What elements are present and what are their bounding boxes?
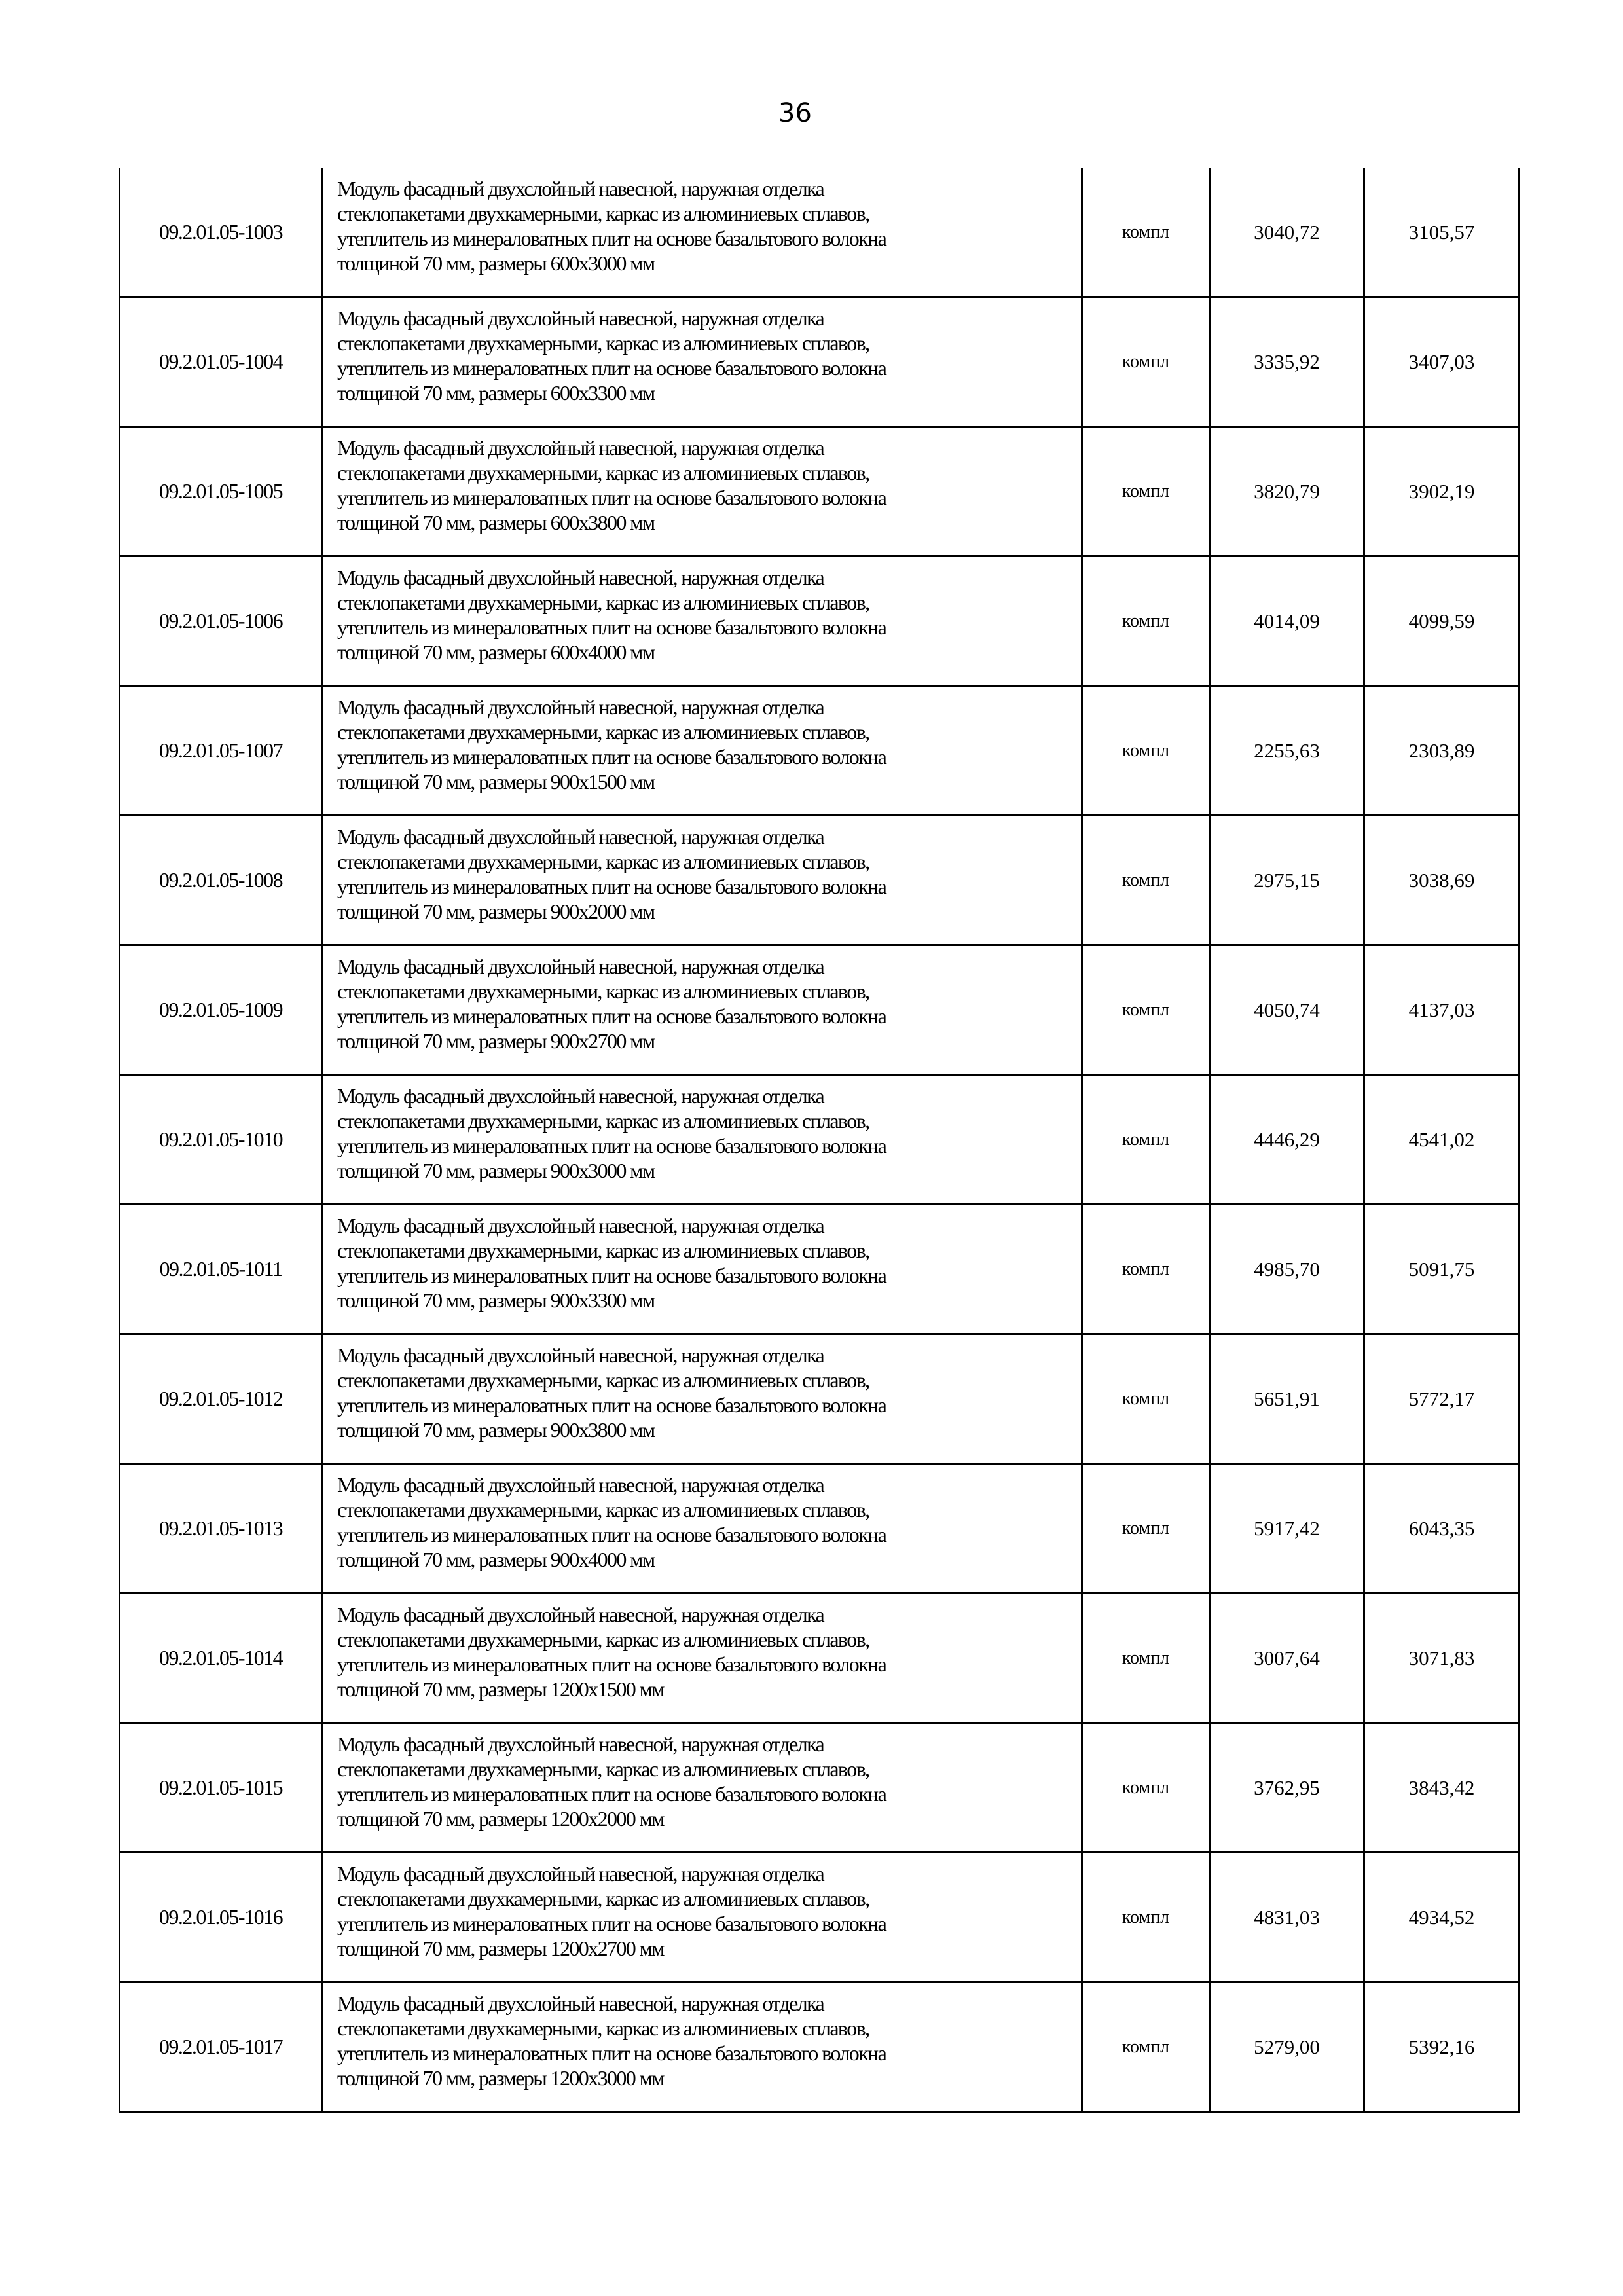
description-line: толщиной 70 мм, размеры 900х3800 мм [337,1418,655,1442]
table-row [120,1334,1520,1464]
description-line: толщиной 70 мм, размеры 1200х2000 мм [337,1807,664,1831]
description-line: стеклопакетами двухкамерными, каркас из алюминиевых сплавов, [337,2016,869,2040]
item-unit: компл [1082,686,1210,816]
price-2: 5091,75 [1364,1205,1520,1334]
item-unit: компл [1082,945,1210,1075]
description-line: утеплитель из минераловатных плит на основе базальтового волокна [337,745,886,769]
price-2: 4541,02 [1364,1075,1520,1205]
description-line: толщиной 70 мм, размеры 600х4000 мм [337,640,655,664]
price-1: 3007,64 [1210,1594,1364,1723]
item-code: 09.2.01.05-1007 [120,686,322,816]
price-1: 3762,95 [1210,1723,1364,1853]
description-line: утеплитель из минераловатных плит на основе базальтового волокна [337,1652,886,1676]
item-unit: компл [1082,297,1210,427]
item-description [322,1594,1082,1723]
item-unit: компл [1082,427,1210,556]
item-description [322,297,1082,427]
price-1: 3820,79 [1210,427,1364,556]
description-line: Модуль фасадный двухслойный навесной, наружная отделка [337,1862,824,1886]
item-description [322,1075,1082,1205]
description-line: Модуль фасадный двухслойный навесной, наружная отделка [337,695,824,719]
table-row [120,1594,1520,1723]
item-code: 09.2.01.05-1009 [120,945,322,1075]
item-code: 09.2.01.05-1015 [120,1723,322,1853]
price-1: 5279,00 [1210,1982,1364,2112]
item-unit: компл [1082,1982,1210,2112]
table-row [120,1205,1520,1334]
description-line: утеплитель из минераловатных плит на основе базальтового волокна [337,486,886,509]
item-unit: компл [1082,816,1210,945]
description-line: стеклопакетами двухкамерными, каркас из алюминиевых сплавов, [337,850,869,873]
price-2: 3071,83 [1364,1594,1520,1723]
table-row [120,1464,1520,1594]
description-line: утеплитель из минераловатных плит на основе базальтового волокна [337,615,886,639]
item-unit: компл [1082,1594,1210,1723]
description-line: Модуль фасадный двухслойный навесной, наружная отделка [337,1084,824,1108]
description-line: стеклопакетами двухкамерными, каркас из алюминиевых сплавов, [337,1628,869,1651]
price-2: 3902,19 [1364,427,1520,556]
price-1: 4985,70 [1210,1205,1364,1334]
table-row [120,1982,1520,2112]
item-description [322,556,1082,686]
price-2: 3407,03 [1364,297,1520,427]
item-unit: компл [1082,1853,1210,1982]
description-line: стеклопакетами двухкамерными, каркас из алюминиевых сплавов, [337,720,869,744]
description-line: утеплитель из минераловатных плит на основе базальтового волокна [337,1912,886,1935]
price-2: 3105,57 [1364,168,1520,297]
description-line: стеклопакетами двухкамерными, каркас из алюминиевых сплавов, [337,1109,869,1133]
item-unit: компл [1082,1464,1210,1594]
price-2: 5392,16 [1364,1982,1520,2112]
description-line: стеклопакетами двухкамерными, каркас из алюминиевых сплавов, [337,331,869,355]
price-2: 4099,59 [1364,556,1520,686]
item-code: 09.2.01.05-1004 [120,297,322,427]
item-description [322,816,1082,945]
description-line: Модуль фасадный двухслойный навесной, наружная отделка [337,566,824,589]
price-1: 2255,63 [1210,686,1364,816]
description-line: толщиной 70 мм, размеры 900х4000 мм [337,1548,655,1571]
description-line: Модуль фасадный двухслойный навесной, наружная отделка [337,1603,824,1626]
description-line: толщиной 70 мм, размеры 900х2000 мм [337,900,655,923]
price-1: 3335,92 [1210,297,1364,427]
item-code: 09.2.01.05-1016 [120,1853,322,1982]
description-line: Модуль фасадный двухслойный навесной, наружная отделка [337,825,824,848]
description-line: стеклопакетами двухкамерными, каркас из алюминиевых сплавов, [337,1757,869,1781]
item-description [322,427,1082,556]
description-line: Модуль фасадный двухслойный навесной, наружная отделка [337,1473,824,1497]
table-row [120,686,1520,816]
table-row [120,816,1520,945]
price-2: 3843,42 [1364,1723,1520,1853]
price-1: 5651,91 [1210,1334,1364,1464]
description-line: Модуль фасадный двухслойный навесной, наружная отделка [337,1214,824,1237]
description-line: утеплитель из минераловатных плит на основе базальтового волокна [337,1004,886,1028]
description-line: Модуль фасадный двухслойный навесной, наружная отделка [337,955,824,978]
price-2: 3038,69 [1364,816,1520,945]
item-code: 09.2.01.05-1014 [120,1594,322,1723]
price-1: 3040,72 [1210,168,1364,297]
price-1: 4446,29 [1210,1075,1364,1205]
description-line: утеплитель из минераловатных плит на основе базальтового волокна [337,1782,886,1806]
description-line: толщиной 70 мм, размеры 900х3300 мм [337,1288,655,1312]
item-description [322,1464,1082,1594]
item-description [322,1205,1082,1334]
item-description [322,1982,1082,2112]
description-line: толщиной 70 мм, размеры 600х3000 мм [337,251,655,275]
item-unit: компл [1082,556,1210,686]
item-code: 09.2.01.05-1011 [120,1205,322,1334]
item-description [322,945,1082,1075]
description-line: утеплитель из минераловатных плит на основе базальтового волокна [337,1264,886,1287]
description-line: стеклопакетами двухкамерными, каркас из алюминиевых сплавов, [337,979,869,1003]
item-description [322,1853,1082,1982]
item-description [322,168,1082,297]
table-row [120,1853,1520,1982]
item-unit: компл [1082,1334,1210,1464]
description-line: утеплитель из минераловатных плит на основе базальтового волокна [337,875,886,898]
description-line: толщиной 70 мм, размеры 600х3800 мм [337,511,655,534]
item-description [322,686,1082,816]
item-code: 09.2.01.05-1013 [120,1464,322,1594]
description-line: Модуль фасадный двухслойный навесной, наружная отделка [337,306,824,330]
description-line: толщиной 70 мм, размеры 900х2700 мм [337,1029,655,1053]
item-code: 09.2.01.05-1003 [120,168,322,297]
description-line: Модуль фасадный двухслойный навесной, наружная отделка [337,1732,824,1756]
description-line: стеклопакетами двухкамерными, каркас из алюминиевых сплавов, [337,591,869,614]
price-1: 5917,42 [1210,1464,1364,1594]
table-row [120,1723,1520,1853]
table-row [120,297,1520,427]
description-line: Модуль фасадный двухслойный навесной, наружная отделка [337,177,824,200]
description-line: утеплитель из минераловатных плит на основе базальтового волокна [337,356,886,380]
description-line: толщиной 70 мм, размеры 600х3300 мм [337,381,655,405]
description-line: толщиной 70 мм, размеры 900х3000 мм [337,1159,655,1182]
item-unit: компл [1082,1205,1210,1334]
description-line: толщиной 70 мм, размеры 1200х1500 мм [337,1677,664,1701]
item-description [322,1723,1082,1853]
table-row [120,945,1520,1075]
table-row [120,168,1520,297]
item-code: 09.2.01.05-1008 [120,816,322,945]
description-line: Модуль фасадный двухслойный навесной, наружная отделка [337,436,824,460]
price-2: 4137,03 [1364,945,1520,1075]
description-line: стеклопакетами двухкамерными, каркас из алюминиевых сплавов, [337,461,869,484]
description-line: Модуль фасадный двухслойный навесной, наружная отделка [337,1992,824,2015]
item-code: 09.2.01.05-1017 [120,1982,322,2112]
price-table [119,168,1520,2113]
description-line: толщиной 70 мм, размеры 900х1500 мм [337,770,655,793]
description-line: утеплитель из минераловатных плит на основе базальтового волокна [337,2041,886,2065]
description-line: утеплитель из минераловатных плит на основе базальтового волокна [337,1523,886,1546]
description-line: толщиной 70 мм, размеры 1200х2700 мм [337,1937,664,1960]
description-line: стеклопакетами двухкамерными, каркас из алюминиевых сплавов, [337,1887,869,1910]
description-line: стеклопакетами двухкамерными, каркас из алюминиевых сплавов, [337,1368,869,1392]
item-code: 09.2.01.05-1006 [120,556,322,686]
price-1: 4831,03 [1210,1853,1364,1982]
table-row [120,1075,1520,1205]
item-description [322,1334,1082,1464]
item-unit: компл [1082,1723,1210,1853]
description-line: стеклопакетами двухкамерными, каркас из алюминиевых сплавов, [337,202,869,225]
description-line: толщиной 70 мм, размеры 1200х3000 мм [337,2066,664,2090]
item-code: 09.2.01.05-1005 [120,427,322,556]
description-line: Модуль фасадный двухслойный навесной, наружная отделка [337,1343,824,1367]
price-1: 2975,15 [1210,816,1364,945]
table-row [120,556,1520,686]
item-code: 09.2.01.05-1012 [120,1334,322,1464]
description-line: стеклопакетами двухкамерными, каркас из алюминиевых сплавов, [337,1239,869,1262]
description-line: утеплитель из минераловатных плит на основе базальтового волокна [337,227,886,250]
table-row [120,427,1520,556]
description-line: утеплитель из минераловатных плит на основе базальтового волокна [337,1393,886,1417]
description-line: стеклопакетами двухкамерными, каркас из алюминиевых сплавов, [337,1498,869,1522]
page-number: 36 [778,98,812,128]
price-1: 4050,74 [1210,945,1364,1075]
price-2: 5772,17 [1364,1334,1520,1464]
price-1: 4014,09 [1210,556,1364,686]
price-2: 4934,52 [1364,1853,1520,1982]
item-unit: компл [1082,1075,1210,1205]
item-code: 09.2.01.05-1010 [120,1075,322,1205]
price-2: 6043,35 [1364,1464,1520,1594]
price-2: 2303,89 [1364,686,1520,816]
description-line: утеплитель из минераловатных плит на основе базальтового волокна [337,1134,886,1157]
item-unit: компл [1082,168,1210,297]
